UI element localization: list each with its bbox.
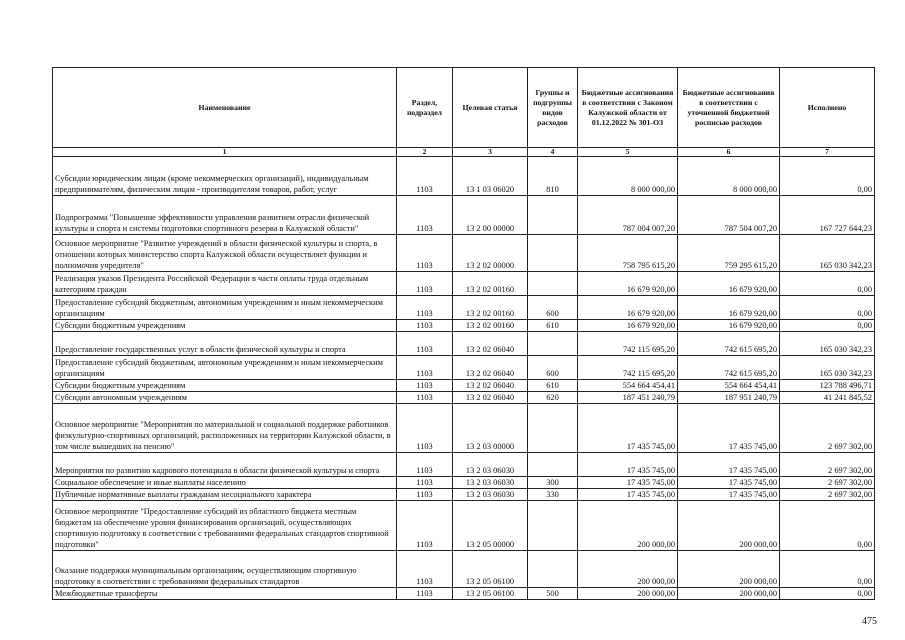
cell-section: 1103 [397,196,453,235]
cell-name: Субсидии юридическим лицам (кроме некоммерческих организаций), индивидуальным предпринимателям, физическим лицам - производителям товаров, работ, услуг [53,157,397,196]
cell-target: 13 2 02 06040 [453,356,528,380]
cell-executed: 165 030 342,23 [780,332,875,356]
cell-section: 1103 [397,157,453,196]
cell-name: Субсидии бюджетным учреждениям [53,320,397,332]
table-row [53,404,875,453]
cell-law: 17 435 745,00 [578,489,678,501]
table-row [53,380,875,392]
table-row [53,272,875,296]
cell-refined: 759 295 615,20 [678,235,780,272]
cell-refined: 16 679 920,00 [678,296,780,320]
cell-executed: 0,00 [780,320,875,332]
cell-group: 610 [528,320,578,332]
cell-section: 1103 [397,551,453,588]
cell-section: 1103 [397,404,453,453]
cell-section: 1103 [397,501,453,551]
col-number: 2 [397,148,453,157]
cell-executed: 165 030 342,23 [780,356,875,380]
cell-executed: 165 030 342,23 [780,235,875,272]
cell-executed: 0,00 [780,551,875,588]
cell-target: 13 2 05 06100 [453,551,528,588]
cell-name: Межбюджетные трансферты [53,588,397,600]
cell-executed: 123 788 496,71 [780,380,875,392]
cell-refined: 17 435 745,00 [678,404,780,453]
cell-executed: 0,00 [780,157,875,196]
cell-target: 13 2 03 00000 [453,404,528,453]
cell-target: 13 2 00 00000 [453,196,528,235]
cell-target: 13 2 03 06030 [453,477,528,489]
cell-executed: 41 241 845,52 [780,392,875,404]
cell-refined: 742 615 695,20 [678,356,780,380]
col-number: 3 [453,148,528,157]
cell-law: 17 435 745,00 [578,404,678,453]
cell-target: 13 2 02 00160 [453,272,528,296]
cell-group [528,196,578,235]
cell-section: 1103 [397,272,453,296]
cell-name: Подпрограмма "Повышение эффективности управления развитием отрасли физической культуры и спорта и системы подготовки спортивного резерва в Калужской области" [53,196,397,235]
cell-section: 1103 [397,235,453,272]
table-row [53,392,875,404]
cell-section: 1103 [397,453,453,477]
cell-refined: 8 000 000,00 [678,157,780,196]
cell-executed: 0,00 [780,588,875,600]
cell-name: Субсидии автономным учреждениям [53,392,397,404]
cell-executed: 2 697 302,00 [780,453,875,477]
cell-law: 742 115 695,20 [578,356,678,380]
cell-section: 1103 [397,332,453,356]
cell-refined: 200 000,00 [678,501,780,551]
column-numbers-row [53,148,875,157]
cell-group: 620 [528,392,578,404]
cell-law: 742 115 695,20 [578,332,678,356]
cell-law: 16 679 920,00 [578,296,678,320]
cell-refined: 187 951 240,79 [678,392,780,404]
header-target: Целевая статья [453,68,528,148]
cell-target: 13 1 03 06020 [453,157,528,196]
cell-refined: 742 615 695,20 [678,332,780,356]
cell-refined: 17 435 745,00 [678,477,780,489]
table-row [53,489,875,501]
cell-group: 330 [528,489,578,501]
cell-law: 787 004 007,20 [578,196,678,235]
cell-refined: 787 504 007,20 [678,196,780,235]
cell-section: 1103 [397,380,453,392]
cell-name: Основное мероприятие "Предоставление субсидий из областного бюджета местным бюджетам на обеспечение уровня финансирования организаций, осуществляющих спортивную подготовку в соответствии с требованиями федеральных стандартов спортивной подготовки" [53,501,397,551]
cell-group [528,235,578,272]
cell-group [528,404,578,453]
cell-target: 13 2 03 06030 [453,489,528,501]
cell-name: Реализация указов Президента Российской Федерации в части оплаты труда отдельным категориям граждан [53,272,397,296]
cell-executed: 167 727 644,23 [780,196,875,235]
cell-executed: 2 697 302,00 [780,404,875,453]
header-name: Наименование [53,68,397,148]
cell-name: Мероприятия по развитию кадрового потенциала в области физической культуры и спорта [53,453,397,477]
cell-name: Основное мероприятие "Мероприятия по материальной и социальной поддержке работников физкультурно-спортивных организаций, расположенных на территории Калужской области, в том числе вышедших на пенсию" [53,404,397,453]
cell-section: 1103 [397,489,453,501]
col-number: 1 [53,148,397,157]
cell-law: 200 000,00 [578,501,678,551]
cell-executed: 0,00 [780,272,875,296]
col-number: 5 [578,148,678,157]
cell-group [528,453,578,477]
table-row [53,157,875,196]
cell-target: 13 2 02 06040 [453,392,528,404]
cell-section: 1103 [397,296,453,320]
cell-section: 1103 [397,392,453,404]
table-row [53,477,875,489]
cell-target: 13 2 02 00160 [453,296,528,320]
cell-target: 13 2 02 06040 [453,332,528,356]
cell-executed: 2 697 302,00 [780,489,875,501]
cell-law: 758 795 615,20 [578,235,678,272]
cell-law: 187 451 240,79 [578,392,678,404]
cell-section: 1103 [397,320,453,332]
cell-group: 500 [528,588,578,600]
cell-name: Субсидии бюджетным учреждениям [53,380,397,392]
cell-section: 1103 [397,477,453,489]
cell-group [528,332,578,356]
table-row [53,588,875,600]
cell-refined: 200 000,00 [678,588,780,600]
cell-group [528,501,578,551]
cell-target: 13 2 05 06100 [453,588,528,600]
table-row [53,356,875,380]
table-row [53,296,875,320]
table-row [53,453,875,477]
table-row [53,235,875,272]
cell-group: 600 [528,296,578,320]
cell-group: 300 [528,477,578,489]
cell-executed: 0,00 [780,501,875,551]
cell-target: 13 2 03 06030 [453,453,528,477]
cell-group [528,551,578,588]
cell-law: 8 000 000,00 [578,157,678,196]
col-number: 4 [528,148,578,157]
cell-refined: 200 000,00 [678,551,780,588]
cell-law: 554 664 454,41 [578,380,678,392]
header-groups: Группы и подгруппы видов расходов [528,68,578,148]
cell-law: 16 679 920,00 [578,272,678,296]
cell-target: 13 2 02 00160 [453,320,528,332]
header-executed: Исполнено [780,68,875,148]
cell-name: Основное мероприятие "Развитие учреждений в области физической культуры и спорта, в отношении которых министерство спорта Калужской области осуществляет функции и полномочия учредителя" [53,235,397,272]
cell-section: 1103 [397,588,453,600]
cell-name: Публичные нормативные выплаты гражданам несоциального характера [53,489,397,501]
cell-law: 200 000,00 [578,551,678,588]
cell-law: 17 435 745,00 [578,477,678,489]
cell-target: 13 2 02 00000 [453,235,528,272]
table-row [53,332,875,356]
cell-group: 600 [528,356,578,380]
page-number: 475 [862,616,877,627]
cell-group [528,272,578,296]
cell-law: 16 679 920,00 [578,320,678,332]
cell-executed: 0,00 [780,296,875,320]
cell-refined: 16 679 920,00 [678,272,780,296]
cell-name: Предоставление государственных услуг в области физической культуры и спорта [53,332,397,356]
table-row [53,196,875,235]
header-law: Бюджетные ассигнования в соответствии с Законом Калужской области от 01.12.2022 № 301-ОЗ [578,68,678,148]
budget-table [52,67,875,600]
cell-section: 1103 [397,356,453,380]
header-refined: Бюджетные ассигнования в соответствии с уточненной бюджетной росписью расходов [678,68,780,148]
cell-refined: 554 664 454,41 [678,380,780,392]
cell-name: Оказание поддержки муниципальным организациям, осуществляющим спортивную подготовку в соответствии с требованиями федеральных стандартов [53,551,397,588]
cell-law: 17 435 745,00 [578,453,678,477]
cell-target: 13 2 02 06040 [453,380,528,392]
table-row [53,501,875,551]
col-number: 6 [678,148,780,157]
cell-refined: 16 679 920,00 [678,320,780,332]
cell-group: 810 [528,157,578,196]
cell-refined: 17 435 745,00 [678,489,780,501]
cell-name: Социальное обеспечение и иные выплаты населению [53,477,397,489]
cell-name: Предоставление субсидий бюджетным, автономным учреждениям и иным некоммерческим организациям [53,356,397,380]
cell-name: Предоставление субсидий бюджетным, автономным учреждениям и иным некоммерческим организациям [53,296,397,320]
table-row [53,320,875,332]
cell-target: 13 2 05 00000 [453,501,528,551]
col-number: 7 [780,148,875,157]
cell-refined: 17 435 745,00 [678,453,780,477]
cell-group: 610 [528,380,578,392]
table-row [53,551,875,588]
cell-law: 200 000,00 [578,588,678,600]
cell-executed: 2 697 302,00 [780,477,875,489]
header-section: Раздел, подраздел [397,68,453,148]
